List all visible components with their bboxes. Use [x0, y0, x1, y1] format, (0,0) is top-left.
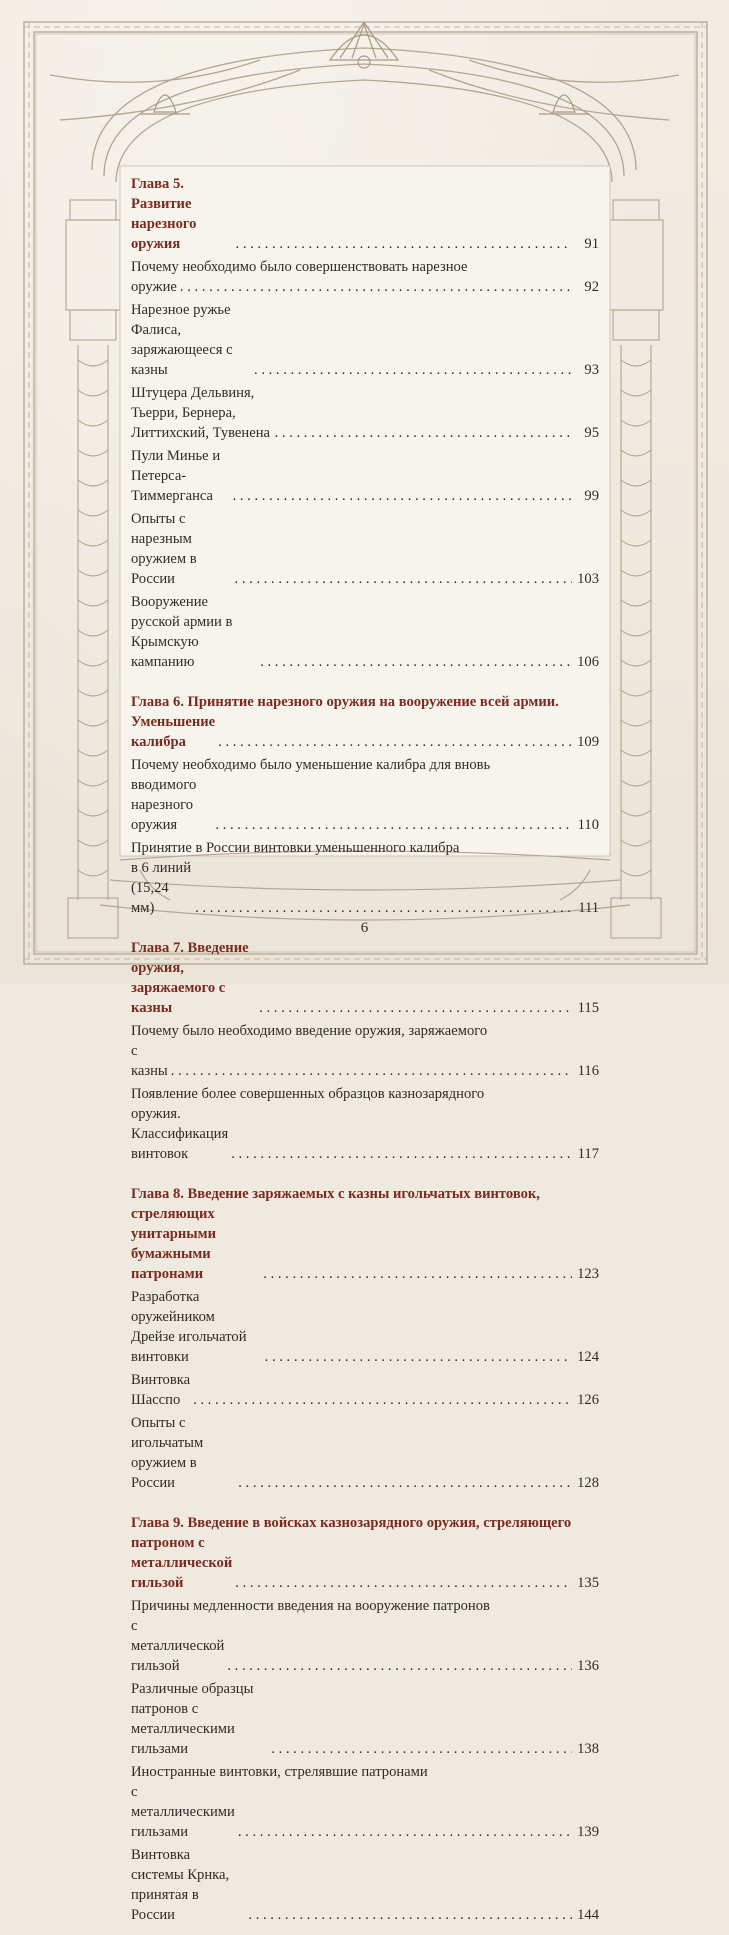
toc-entry[interactable]: Опыты с игольчатым оружием в России . . . 128 — [131, 1413, 599, 1493]
toc-entry[interactable]: Винтовка системы Крнка, принятая в России . . . 144 — [131, 1845, 599, 1925]
toc-entry[interactable]: Принятие в России винтовки уменьшенного калибра в 6 линий (15,24 мм) . . . 111 — [131, 838, 599, 918]
entry-page: 124 — [577, 1349, 599, 1365]
chapter-title: Глава 8. Введение заряжаемых с казны игольчатых винтовок, — [131, 1186, 540, 1202]
chapter-heading[interactable] — [131, 174, 599, 254]
entry-page: 92 — [584, 279, 599, 295]
toc-entry[interactable]: Почему необходимо было совершенствовать нарезное оружие . . . 92 — [131, 257, 599, 297]
entry-page: 139 — [577, 1824, 599, 1840]
entry-page: 117 — [577, 1146, 599, 1162]
chapter-page: 91 — [584, 236, 599, 252]
entry-page: 93 — [584, 362, 599, 378]
chapter-heading[interactable]: Глава 6. Принятие нарезного оружия на вооружение всей армии. Уменьшение калибра . . . 109 — [131, 692, 599, 752]
page-number: 6 — [360, 920, 369, 936]
chapter-title: Глава 9. Введение в войсках казнозарядного оружия, стреляющего — [131, 1515, 572, 1531]
chapter-title: Глава 7. Введение оружия, заряжаемого с казны — [131, 940, 249, 1016]
toc-entry[interactable]: Появление более совершенных образцов казнозарядного оружия. Классификация винтовок . . . 117 — [131, 1084, 599, 1164]
chapter-8 — [131, 1184, 599, 1493]
entry-page: 111 — [578, 900, 599, 916]
chapter-page: 109 — [577, 734, 599, 750]
chapter-page: 115 — [577, 1000, 599, 1016]
entry-page: 138 — [577, 1741, 599, 1757]
chapter-title: Глава 5. Развитие нарезного оружия — [131, 176, 197, 252]
toc-entry[interactable]: Вооружение русской армии в Крымскую кампанию . . . 106 — [131, 592, 599, 672]
entry-page: 128 — [577, 1475, 599, 1491]
chapter-heading[interactable]: Глава 8. Введение заряжаемых с казны игольчатых винтовок, стреляющих унитарными бумажными патронами . . . 123 — [131, 1184, 599, 1284]
toc-entry[interactable]: Нарезное ружье Фалиса, заряжающееся с казны . . . 93 — [131, 300, 599, 380]
toc-entry[interactable]: Пули Минье и Петерса-Тиммерганса . . . 99 — [131, 446, 599, 506]
toc-entry[interactable]: Почему было необходимо введение оружия, заряжаемого с казны . . . 116 — [131, 1021, 599, 1081]
chapter-6 — [131, 692, 599, 918]
entry-page: 106 — [577, 654, 599, 670]
entry-page: 126 — [577, 1392, 599, 1408]
entry-page: 144 — [577, 1907, 599, 1923]
entry-page: 95 — [584, 425, 599, 441]
toc-entry[interactable]: Иностранные винтовки, стрелявшие патронами с металлическими гильзами . . . 139 — [131, 1762, 599, 1842]
chapter-title: Глава 6. Принятие нарезного оружия на вооружение всей армии. — [131, 694, 559, 710]
entry-page: 116 — [577, 1063, 599, 1079]
chapter-7 — [131, 938, 599, 1164]
toc-entry[interactable]: Причины медленности введения на вооружение патронов с металлической гильзой . . . 136 — [131, 1596, 599, 1676]
chapter-9 — [131, 1513, 599, 1925]
chapter-page: 135 — [577, 1575, 599, 1591]
chapter-page: 123 — [577, 1266, 599, 1282]
toc-entry[interactable]: Различные образцы патронов с металлическими гильзами . . . 138 — [131, 1679, 599, 1759]
entry-page: 99 — [584, 488, 599, 504]
toc-entry[interactable]: Почему необходимо было уменьшение калибра для вновь вводимого нарезного оружия . . . 110 — [131, 755, 599, 835]
toc-entry[interactable]: Опыты с нарезным оружием в России . . . 103 — [131, 509, 599, 589]
toc-entry[interactable]: Разработка оружейником Дрейзе игольчатой винтовки . . . 124 — [131, 1287, 599, 1367]
toc-entry[interactable]: Штуцера Дельвиня, Тьерри, Бернера, Литтихский, Тувенена . . . 95 — [131, 383, 599, 443]
toc-entry[interactable]: Винтовка Шасспо . . . 126 — [131, 1370, 599, 1410]
chapter-heading[interactable]: Глава 9. Введение в войсках казнозарядного оружия, стреляющего патроном с металлической гильзой . . . 135 — [131, 1513, 599, 1593]
entry-page: 110 — [577, 817, 599, 833]
entry-page: 103 — [577, 571, 599, 587]
table-of-contents — [131, 174, 599, 1935]
chapter-5 — [131, 174, 599, 672]
chapter-heading[interactable] — [131, 938, 599, 1018]
entry-page: 136 — [577, 1658, 599, 1674]
